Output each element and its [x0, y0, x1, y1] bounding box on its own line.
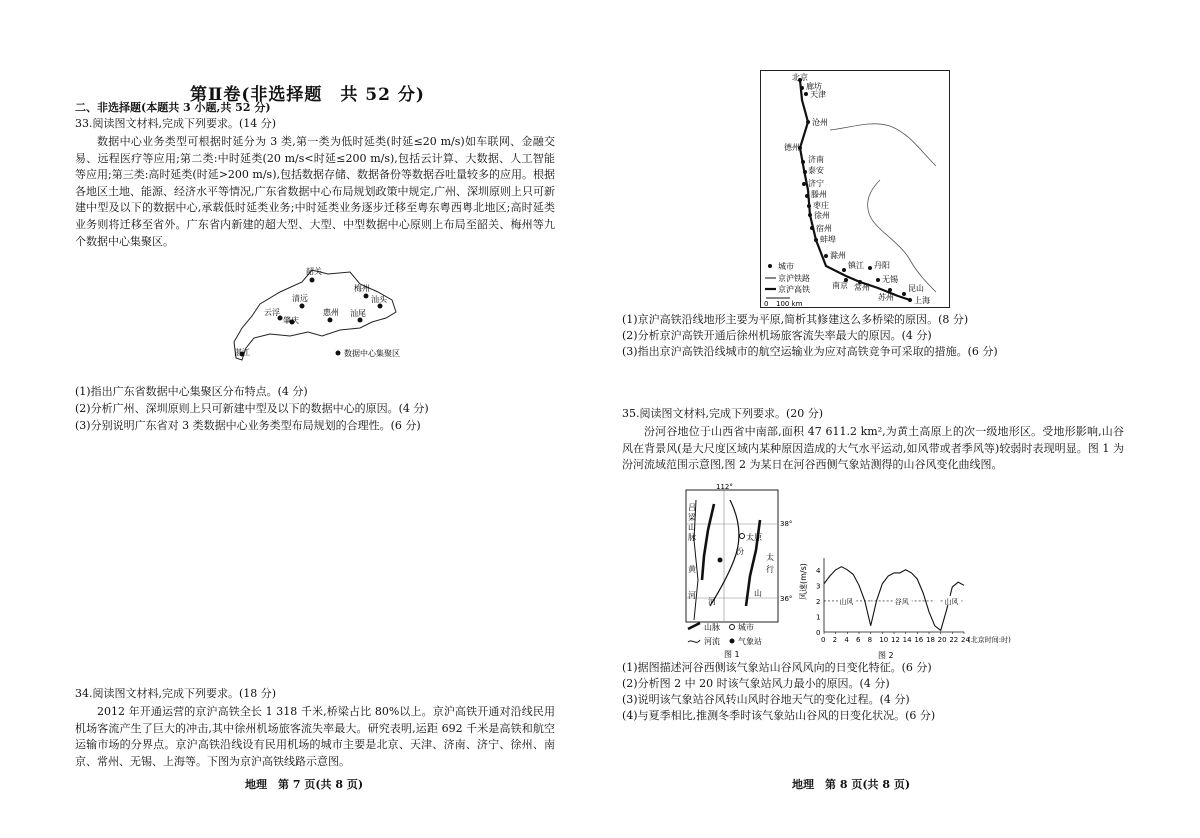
fig2-ytick: 2: [816, 597, 821, 606]
fig1-label-8: 黄: [688, 565, 696, 574]
q35-question-4: (4)与夏季相比,推测冬季时该气象站山谷风的日变化状况。(6 分): [622, 709, 936, 722]
page-footer-7: 地理 第 7 页(共 8 页): [245, 778, 364, 791]
fig2-xtick: 24: [961, 636, 970, 644]
rail-city-0: 北京: [792, 73, 808, 82]
rail-scale-zero: 0: [764, 300, 769, 308]
fig1-label-4: 太原: [746, 533, 762, 542]
fig2-xtick: 20: [937, 636, 947, 644]
fig1-label-10: 汾: [736, 547, 744, 556]
q35-question-1: (1)据图描述河谷西侧该气象站山谷风风向的日变化特征。(6 分): [622, 661, 932, 674]
fig2-ytick: 0: [816, 629, 821, 637]
legend-marker: [336, 351, 341, 356]
q35-heading: 35.阅读图文材料,完成下列要求。(20 分): [622, 407, 824, 420]
q34-question-3: (3)指出京沪高铁沿线城市的航空运输业为应对高铁竞争可采取的措施。(6 分): [622, 345, 998, 358]
mountain-valley-wind-chart: [798, 552, 1108, 660]
rail-city-12: 蚌埠: [820, 235, 836, 244]
map-city-shantou: 汕头: [371, 295, 387, 304]
fig1-label-6: 行: [766, 565, 774, 574]
map-city-huizhou: 惠州: [323, 308, 339, 317]
q33-question-2: (2)分析广州、深圳原则上只可新建中型及以下的数据中心的原因。(4 分): [75, 402, 429, 415]
fig1-label-7: 山: [754, 589, 762, 598]
fig2-segment-label: 山风: [839, 597, 854, 606]
right-page: [600, 0, 1200, 838]
rail-city-20: 昆山: [908, 284, 924, 293]
fig2-xtick: 16: [914, 636, 924, 644]
rail-legend-hsr: 京沪高铁: [778, 285, 810, 294]
rail-city-5: 济南: [808, 155, 824, 164]
fig2-caption: 图 2: [878, 651, 894, 660]
q34-question-1: (1)京沪高铁沿线地形主要为平原,简析其修建这么多桥梁的原因。(8 分): [622, 313, 969, 326]
fig2-ylabel: 风速(m/s): [799, 563, 808, 600]
rail-city-18: 无锡: [882, 275, 898, 284]
fig1-lat-bottom: 36°: [780, 595, 793, 603]
map-city-shanwei: 汕尾: [350, 309, 366, 318]
rail-city-9: 枣庄: [813, 201, 829, 210]
fig2-xtick: 4: [844, 636, 849, 644]
fig2-xtick: 6: [856, 636, 861, 644]
fig2-xtick: 12: [891, 636, 900, 644]
fig1-label-11: 河: [708, 597, 716, 606]
fig1-label-9: 河: [688, 591, 696, 600]
rail-city-7: 济宁: [808, 179, 824, 188]
guangdong-map: [220, 262, 420, 372]
fenhe-basin-map: [680, 480, 806, 660]
rail-city-6: 泰安: [808, 166, 824, 175]
fig1-legend-station: 气象站: [738, 637, 762, 646]
map-city-yunfu: 云浮: [264, 308, 280, 317]
fig2-xtick: 10: [879, 636, 889, 644]
q35-body: 汾河谷地位于山西省中南部,面积 47 611.2 km²,为黄土高原上的次一级地形区。受地形影响,山谷风在背景风(是大尺度区域内某种原因造成的大气水平运动,如风带或者季风等)较弱时表现明显。图 1 为汾河流域范围示意图,图 2 为某日在河谷西侧气象站测得的山谷风变化曲线图。: [622, 425, 1124, 472]
fig1-caption: 图 1: [724, 650, 740, 659]
rail-city-13: 滁州: [830, 251, 846, 260]
rail-city-17: 常州: [854, 283, 870, 292]
fig1-legend-river: 河流: [704, 637, 720, 646]
fig2-xtick: 2: [832, 636, 838, 644]
q34-body: 2012 年开通运营的京沪高铁全长 1 318 千米,桥梁占比 80%以上。京沪高铁开通对沿线民用机场客流产生了巨大的冲击,其中徐州机场旅客流失率最大。研究表明,运距 692 千米是高铁和航空运输市场的分界点。京沪高铁沿线设有民用机场的城市主要是北京、天津、济南、济宁、徐州、南京、常州、无锡、上海等。下图为京沪高铁线路示意图。: [75, 705, 555, 768]
fig2-ytick: 1: [816, 613, 821, 622]
rail-city-15: 丹阳: [874, 261, 890, 270]
map-legend: 数据中心集聚区: [344, 349, 400, 358]
fig2-xtick: 14: [902, 636, 912, 644]
fig1-label-1: 梁: [688, 513, 696, 522]
fig2-xtick: 22: [949, 636, 959, 644]
map-city-zhaoqing: 肇庆: [283, 316, 299, 325]
q35-question-2: (2)分析图 2 中 20 时该气象站风力最小的原因。(4 分): [622, 677, 890, 690]
fig2-ytick: 3: [816, 582, 821, 591]
rail-city-1: 廊坊: [806, 82, 822, 91]
map-city-zhanjiang: 湛江: [234, 348, 250, 357]
rail-city-4: 德州: [784, 143, 800, 152]
fig1-label-0: 吕: [688, 503, 696, 512]
fig1-label-5: 太: [766, 553, 774, 562]
page-footer-8: 地理 第 8 页(共 8 页): [792, 778, 911, 791]
q33-body: 数据中心业务类型可根据时延分为 3 类,第一类为低时延类(时延≤20 m/s)如车联网、金融交易、远程医疗等应用;第二类:中时延类(20 m/s<时延≤200 m/s),包括云计算、大数据、人工智能等应用;第三类:高时延类(时延>200 m/s),包括数据存储、数据备份等数据吞吐量较多的应用。根据各地区土地、能源、经济水平等情况,广东省数据中心布局规划政策中规定,广州、深圳原则上只可新建中型及以下的数据中心,承载低时延类业务;中时延类业务逐步迁移至粤东粤西粤北地区;高时延类业务则将迁移至省外。广东省内新建的超大型、大型、中型数据中心原则上布局至韶关、梅州等九个数据中心集聚区。: [75, 135, 555, 248]
fig2-ytick: 4: [816, 566, 821, 575]
q35-question-3: (3)说明该气象站谷风转山风时谷地天气的变化过程。(4 分): [622, 693, 910, 706]
map-city-meizhou: 梅州: [354, 284, 370, 293]
fen-river: [710, 500, 739, 606]
q33-heading: 33.阅读图文材料,完成下列要求。(14 分): [75, 117, 277, 130]
rail-city-21: 上海: [914, 296, 930, 305]
jinghu-rail-map: [760, 70, 950, 308]
section-heading: 二、非选择题(本题共 3 小题,共 52 分): [75, 101, 271, 114]
fig2-xunit: (北京时间:时): [968, 636, 1011, 644]
q34-heading: 34.阅读图文材料,完成下列要求。(18 分): [75, 687, 277, 700]
rail-city-14: 镇江: [848, 261, 864, 270]
fig1-label-3: 脉: [688, 533, 696, 542]
fig1-label-2: 山: [688, 523, 696, 532]
rail-city-8: 滕州: [811, 190, 827, 199]
exam-part-title: 第Ⅱ卷(非选择题 共 52 分): [190, 85, 425, 105]
rail-city-11: 宿州: [816, 224, 832, 233]
fig1-lon: 112°: [716, 483, 733, 491]
rail-legend-city: 城市: [778, 262, 794, 271]
fig2-segment-label: 谷风: [894, 597, 909, 606]
rail-city-10: 徐州: [814, 211, 830, 220]
map-city-shaoguan: 韶关: [306, 267, 322, 276]
rail-scale: 100 km: [776, 300, 803, 308]
fig2-xtick: 18: [926, 636, 935, 644]
fig1-lat-top: 38°: [780, 520, 793, 528]
rail-city-19: 苏州: [878, 293, 894, 302]
fig1-legend-mountain: 山脉: [704, 623, 720, 632]
lvliang-mountain: [702, 504, 714, 580]
fig2-segment-label: 山风: [944, 597, 959, 606]
fig1-legend-city: 城市: [738, 623, 754, 632]
rail-city-2: 天津: [810, 90, 826, 99]
guangdong-outline: [234, 270, 396, 360]
q34-question-2: (2)分析京沪高铁开通后徐州机场旅客流失率最大的原因。(4 分): [622, 329, 932, 342]
fig2-xtick: 0: [821, 636, 826, 644]
rail-city-3: 沧州: [812, 118, 828, 127]
fig2-xtick: 8: [867, 636, 873, 644]
map-city-qingyuan: 清远: [292, 294, 308, 303]
rail-legend-railway: 京沪铁路: [778, 274, 810, 283]
rail-city-16: 南京: [832, 281, 848, 290]
q33-question-3: (3)分别说明广东省对 3 类数据中心业务类型布局规划的合理性。(6 分): [75, 419, 421, 432]
q33-question-1: (1)指出广东省数据中心集聚区分布特点。(4 分): [75, 385, 308, 398]
